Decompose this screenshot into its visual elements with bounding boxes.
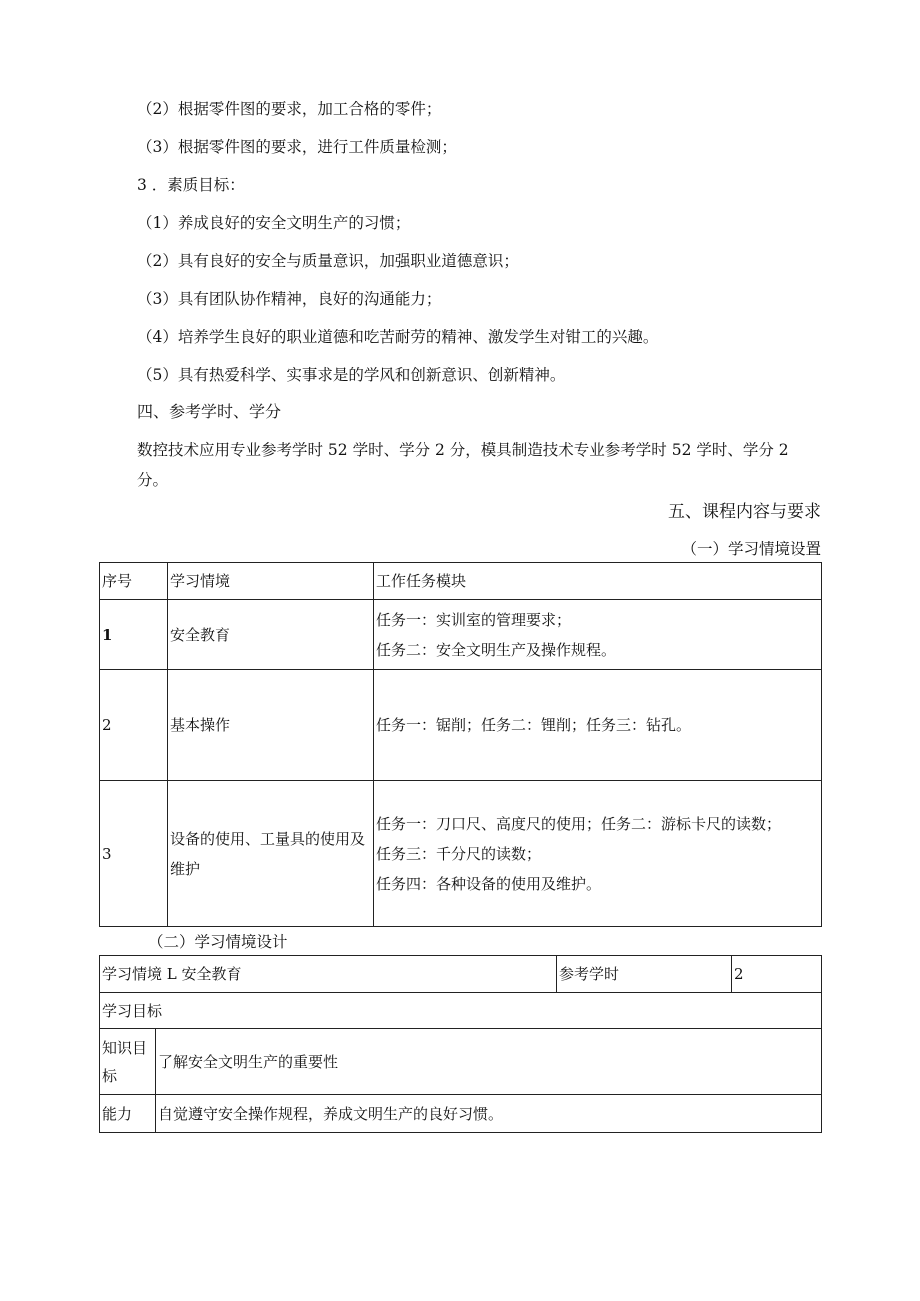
text-line: （2）具有良好的安全与质量意识，加强职业道德意识； [137, 252, 519, 270]
row-number: 1 [100, 600, 168, 670]
knowledge-value: 了解安全文明生产的重要性 [156, 1029, 822, 1095]
hours-label: 参考学时 [557, 956, 732, 993]
hours-value: 2 [732, 956, 822, 993]
text-line: （3）根据零件图的要求，进行工件质量检测； [137, 138, 457, 156]
subsection-2-title: （二）学习情境设计 [148, 933, 288, 951]
header-cell: 工作任务模块 [374, 563, 822, 600]
task-line: 任务一：实训室的管理要求； [376, 610, 572, 629]
table-row [100, 670, 822, 781]
text-line: （1）养成良好的安全文明生产的习惯； [137, 214, 411, 232]
table-row [100, 1029, 822, 1095]
task-line: 任务一：刀口尺、高度尺的使用；任务二：游标卡尺的读数； [376, 814, 782, 833]
section-4-title: 四、参考学时、学分 [137, 402, 282, 421]
situation-design-table [99, 955, 822, 1133]
table-row [100, 1095, 822, 1133]
header-cell: 学习情境 [168, 563, 374, 600]
row-tasks [374, 600, 822, 670]
row-situation: 安全教育 [168, 600, 374, 670]
table-row [100, 600, 822, 670]
ability-value: 自觉遵守安全操作规程，养成文明生产的良好习惯。 [156, 1095, 822, 1133]
row-number: 2 [100, 670, 168, 781]
table-row [100, 956, 822, 993]
row-situation: 基本操作 [168, 670, 374, 781]
section-5-title: 五、课程内容与要求 [668, 502, 821, 522]
task-line: 任务四：各种设备的使用及维护。 [376, 874, 602, 893]
learning-situation-table [99, 562, 822, 927]
subsection-1-title: （一）学习情境设置 [681, 540, 821, 558]
table-header-row [100, 563, 822, 600]
header-cell: 序号 [100, 563, 168, 600]
goals-label: 学习目标 [100, 993, 822, 1029]
section-4-body: 数控技术应用专业参考学时 52 学时、学分 2 分，模具制造技术专业参考学时 52 学时、学分 2 分。 [137, 441, 789, 489]
task-line: 任务二：安全文明生产及操作规程。 [376, 640, 617, 659]
row-tasks [374, 781, 822, 927]
task-line: 任务一：锯削；任务二：锂削；任务三：钻孔。 [376, 716, 692, 734]
table-row [100, 993, 822, 1029]
row-number: 3 [100, 781, 168, 927]
row-tasks [374, 670, 822, 781]
situation-cell: 学习情境 L 安全教育 [100, 956, 557, 993]
ability-label: 能力 [100, 1095, 156, 1133]
text-line: （4）培养学生良好的职业道德和吃苦耐劳的精神、激发学生对钳工的兴趣。 [137, 328, 659, 346]
table-row [100, 781, 822, 927]
text-line: （2）根据零件图的要求，加工合格的零件； [137, 100, 442, 118]
row-situation: 设备的使用、工量具的使用及维护 [168, 781, 374, 927]
text-line: 3 ．素质目标： [137, 176, 245, 194]
task-line: 任务三：千分尺的读数； [376, 844, 542, 863]
knowledge-label: 知识目标 [100, 1029, 156, 1095]
text-line: （3）具有团队协作精神，良好的沟通能力； [137, 290, 442, 308]
text-line: （5）具有热爱科学、实事求是的学风和创新意识、创新精神。 [137, 366, 566, 384]
